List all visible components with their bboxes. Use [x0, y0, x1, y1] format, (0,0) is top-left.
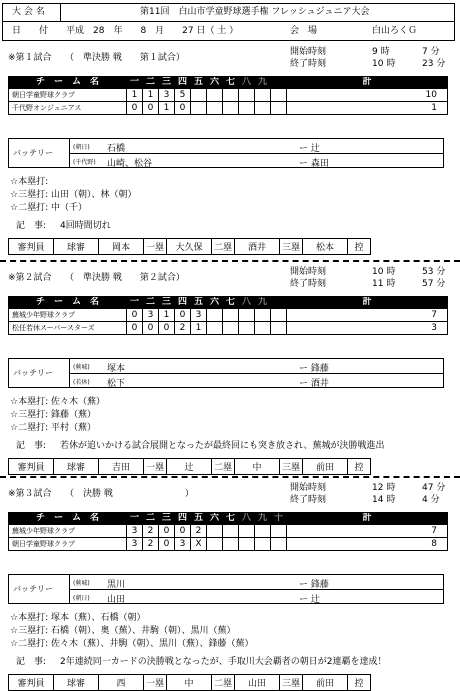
- header-cell: 八: [239, 297, 255, 309]
- hit-record: ☆三塁打: 鋒藤（蕪）: [10, 410, 96, 420]
- extra-inning-score: [271, 538, 287, 551]
- pitcher: 松下: [107, 379, 126, 389]
- umpire-cell: 辻: [167, 459, 212, 475]
- umpire-cell: 山田: [235, 675, 280, 691]
- inning-score: [255, 102, 271, 115]
- umpire-cell: 控: [348, 459, 371, 475]
- team-name: 蕪城少年野球クラブ: [9, 525, 127, 538]
- extra-inning-score: [271, 309, 287, 322]
- battery-row: [69, 576, 443, 588]
- umpire-cell: 中: [235, 459, 280, 475]
- start-minute: 7 分: [422, 47, 440, 57]
- header-cell: [271, 297, 287, 309]
- umpire-cell: 三塁: [280, 239, 303, 255]
- team-row: [9, 538, 448, 551]
- start-hour: 10 時: [372, 267, 396, 277]
- pitcher: 塚本: [107, 364, 126, 374]
- inning-score: 0: [127, 102, 143, 115]
- umpire-cell: 審判員: [9, 239, 54, 255]
- start-hour: 9 時: [372, 47, 390, 57]
- inning-score: 2: [191, 525, 207, 538]
- hit-record: ☆本塁打:: [10, 177, 49, 187]
- extra-inning-score: [271, 89, 287, 102]
- umpire-cell: 吉田: [99, 459, 144, 475]
- inning-score: 3: [159, 89, 175, 102]
- scoreboard: [8, 76, 448, 115]
- scoreboard-header: [9, 297, 448, 309]
- end-label: 終了時刻: [290, 495, 327, 505]
- pitcher: 黒川: [107, 580, 126, 590]
- scoreboard: [8, 512, 448, 551]
- inning-score: 3: [191, 309, 207, 322]
- end-hour: 14 時: [372, 495, 396, 505]
- start-hour: 12 時: [372, 483, 396, 493]
- header-cell: 七: [223, 513, 239, 525]
- pitcher: 山田: [107, 595, 126, 605]
- battery-label: バッテリー: [13, 368, 53, 378]
- catcher: ー 酒井: [299, 379, 329, 389]
- umpire-cell: 前田: [303, 459, 348, 475]
- header-cell: 九: [255, 77, 271, 89]
- header-cell: 八: [239, 513, 255, 525]
- team-row: [9, 102, 448, 115]
- header-cell: 三: [159, 77, 175, 89]
- inning-score: [255, 322, 271, 335]
- header-cell: 一: [127, 513, 143, 525]
- umpire-cell: 西: [99, 675, 144, 691]
- inning-score: [239, 322, 255, 335]
- extra-inning-score: [271, 102, 287, 115]
- umpire-cell: 球審: [54, 239, 99, 255]
- inning-score: 1: [127, 89, 143, 102]
- inning-score: [255, 89, 271, 102]
- catcher: ー 森田: [299, 159, 329, 169]
- extra-inning-score: [271, 525, 287, 538]
- umpire-cell: 控: [348, 675, 371, 691]
- header-cell: 二: [143, 77, 159, 89]
- end-label: 終了時刻: [290, 59, 327, 69]
- date-label: 日 付: [12, 26, 49, 36]
- umpire-cell: 前田: [303, 675, 348, 691]
- end-hour: 10 時: [372, 59, 396, 69]
- umpire-cell: 中: [167, 675, 212, 691]
- catcher: ー 鋒藤: [299, 580, 329, 590]
- header-cell: 六: [207, 513, 223, 525]
- inning-score: [207, 322, 223, 335]
- header-cell: 計: [287, 297, 448, 309]
- inning-score: [207, 538, 223, 551]
- battery-row: [69, 375, 443, 387]
- header-cell: チ ー ム 名: [9, 297, 127, 309]
- battery-box: [8, 138, 444, 168]
- umpire-cell: 控: [348, 239, 371, 255]
- pitcher: 石橋: [107, 144, 126, 154]
- header-cell: 計: [287, 513, 448, 525]
- inning-score: 2: [143, 538, 159, 551]
- inning-score: 0: [143, 102, 159, 115]
- catcher: ー 辻: [299, 144, 320, 154]
- inning-score: 1: [143, 89, 159, 102]
- notes-text: 2年連続同一カードの決勝戦となったが、手取川大会覇者の朝日が2連覇を達成！: [60, 657, 387, 667]
- inning-score: [207, 89, 223, 102]
- tournament-name: 第11回 白山市学童野球選手権 フレッシュジュニア大会: [140, 7, 370, 17]
- end-label: 終了時刻: [290, 279, 327, 289]
- hit-record: ☆二塁打: 中（千）: [10, 203, 87, 213]
- game-title: ※第２試合 （ 準決勝 戦 第２試合）: [8, 273, 185, 283]
- inning-score: [223, 538, 239, 551]
- inning-score: [207, 525, 223, 538]
- umpire-cell: 二塁: [212, 239, 235, 255]
- header-cell: 十: [271, 513, 287, 525]
- header-cell: 五: [191, 77, 207, 89]
- battery-row: [69, 155, 443, 167]
- battery-row: [69, 140, 443, 152]
- end-minute: 57 分: [422, 279, 446, 289]
- inning-score: 1: [159, 102, 175, 115]
- inning-score: [207, 102, 223, 115]
- total-score: 1: [287, 102, 448, 115]
- inning-score: 5: [175, 89, 191, 102]
- umpire-cell: 球審: [54, 675, 99, 691]
- inning-score: [239, 309, 255, 322]
- hit-record: ☆本塁打: 塚本（蕪）、石橋（朝）: [10, 613, 146, 623]
- header-cell: 五: [191, 297, 207, 309]
- header-cell: 三: [159, 297, 175, 309]
- total-score: 3: [287, 322, 448, 335]
- umpire-table: [8, 458, 371, 475]
- inning-score: 3: [127, 525, 143, 538]
- total-score: 10: [287, 89, 448, 102]
- header-cell: 二: [143, 297, 159, 309]
- umpire-cell: 球審: [54, 459, 99, 475]
- inning-score: X: [191, 538, 207, 551]
- battery-box: [8, 358, 444, 388]
- game-title: ※第１試合 （ 準決勝 戦 第１試合）: [8, 53, 185, 63]
- inning-score: [239, 102, 255, 115]
- umpire-cell: 松本: [303, 239, 348, 255]
- inning-score: 0: [127, 309, 143, 322]
- header-cell: 四: [175, 77, 191, 89]
- start-label: 開始時刻: [290, 267, 327, 277]
- umpire-cell: 審判員: [9, 459, 54, 475]
- game-title: ※第３試合 （ 決勝 戦 ）: [8, 489, 194, 499]
- inning-score: [239, 525, 255, 538]
- battery-label: バッテリー: [13, 584, 53, 594]
- umpire-cell: 三塁: [280, 675, 303, 691]
- inning-score: [255, 525, 271, 538]
- inning-score: 0: [175, 525, 191, 538]
- section-divider: [0, 476, 460, 478]
- inning-score: 0: [143, 322, 159, 335]
- section-divider: [0, 260, 460, 262]
- inning-score: 1: [159, 309, 175, 322]
- battery-team: (蕪城): [73, 364, 90, 371]
- end-hour: 11 時: [372, 279, 396, 289]
- umpire-table: [8, 674, 371, 691]
- start-label: 開始時刻: [290, 47, 327, 57]
- battery-team: (千代野): [73, 159, 96, 166]
- inning-score: [223, 89, 239, 102]
- inning-score: 0: [159, 538, 175, 551]
- umpire-cell: 一塁: [144, 459, 167, 475]
- total-score: 7: [287, 309, 448, 322]
- header-cell: [271, 77, 287, 89]
- inning-score: 0: [159, 525, 175, 538]
- team-name: 朝日学童野球クラブ: [9, 89, 127, 102]
- header-cell: 二: [143, 513, 159, 525]
- notes-label: 記 事:: [16, 221, 47, 231]
- inning-score: 0: [127, 322, 143, 335]
- notes-label: 記 事:: [16, 441, 47, 451]
- team-name: 朝日学童野球クラブ: [9, 538, 127, 551]
- team-name: 松任若休スーパースターズ: [9, 322, 127, 335]
- inning-score: 2: [143, 525, 159, 538]
- battery-label: バッテリー: [13, 148, 53, 158]
- header-cell: 四: [175, 513, 191, 525]
- umpire-cell: 一塁: [144, 239, 167, 255]
- inning-score: [239, 89, 255, 102]
- total-score: 7: [287, 525, 448, 538]
- hit-record: ☆本塁打: 佐々木（蕪）: [10, 397, 105, 407]
- battery-team: (朝日): [73, 144, 90, 151]
- scoreboard-header: [9, 77, 448, 89]
- team-row: [9, 89, 448, 102]
- venue-label: 会 場: [290, 26, 318, 36]
- umpire-cell: 二塁: [212, 675, 235, 691]
- inning-score: 3: [127, 538, 143, 551]
- umpire-cell: 大久保: [167, 239, 212, 255]
- total-score: 8: [287, 538, 448, 551]
- inning-score: 0: [175, 309, 191, 322]
- battery-team: (蕪城): [73, 580, 90, 587]
- inning-score: 0: [159, 322, 175, 335]
- header-cell: 六: [207, 77, 223, 89]
- team-name: 蕪城少年野球クラブ: [9, 309, 127, 322]
- inning-score: 3: [175, 538, 191, 551]
- umpire-cell: 三塁: [280, 459, 303, 475]
- notes-label: 記 事:: [16, 657, 47, 667]
- hit-record: ☆二塁打: 佐々木（蕪）、井駒（朝）、黒川（蕪）、鋒藤（蕪）: [10, 639, 254, 649]
- header-cell: 四: [175, 297, 191, 309]
- end-minute: 4 分: [422, 495, 440, 505]
- umpire-cell: 二塁: [212, 459, 235, 475]
- tournament-label: 大 会 名: [12, 7, 45, 17]
- inning-score: [191, 102, 207, 115]
- header-cell: チ ー ム 名: [9, 513, 127, 525]
- extra-inning-score: [271, 322, 287, 335]
- team-name: 千代野オンジュニアス: [9, 102, 127, 115]
- inning-score: [255, 309, 271, 322]
- inning-score: 2: [175, 322, 191, 335]
- team-row: [9, 525, 448, 538]
- inning-score: [223, 309, 239, 322]
- inning-score: 0: [175, 102, 191, 115]
- inning-score: [223, 102, 239, 115]
- header-cell: 五: [191, 513, 207, 525]
- scoreboard: [8, 296, 448, 335]
- date-value: 平成 28 年 8 月 27 日（ 土 ）: [66, 26, 239, 36]
- end-minute: 23 分: [422, 59, 446, 69]
- header-cell: 七: [223, 297, 239, 309]
- team-row: [9, 322, 448, 335]
- inning-score: [223, 525, 239, 538]
- notes-text: 若休が追いかける試合展開となったが最終回にも突き放され、蕪城が決勝戦進出: [60, 441, 385, 451]
- inning-score: [255, 538, 271, 551]
- start-minute: 53 分: [422, 267, 446, 277]
- header-cell: 三: [159, 513, 175, 525]
- pitcher: 山崎、松谷: [107, 159, 153, 169]
- header-cell: 九: [255, 513, 271, 525]
- umpire-cell: 酒井: [235, 239, 280, 255]
- start-minute: 47 分: [422, 483, 446, 493]
- umpire-table: [8, 238, 371, 255]
- hit-record: ☆三塁打: 山田（朝）、林（朝）: [10, 190, 137, 200]
- header-cell: 計: [287, 77, 448, 89]
- header-cell: 七: [223, 77, 239, 89]
- inning-score: 1: [191, 322, 207, 335]
- header-cell: 一: [127, 77, 143, 89]
- notes-text: 4回時間切れ: [60, 221, 111, 231]
- scoreboard-header: [9, 513, 448, 525]
- catcher: ー 辻: [299, 595, 320, 605]
- start-label: 開始時刻: [290, 483, 327, 493]
- battery-team: (朝日): [73, 595, 90, 602]
- umpire-cell: 岡本: [99, 239, 144, 255]
- umpire-cell: 審判員: [9, 675, 54, 691]
- inning-score: [239, 538, 255, 551]
- battery-team: (若休): [73, 379, 90, 386]
- venue-value: 白山ろくＧ: [372, 26, 418, 36]
- header-cell: 八: [239, 77, 255, 89]
- team-row: [9, 309, 448, 322]
- battery-row: [69, 591, 443, 603]
- inning-score: [207, 309, 223, 322]
- header-cell: 九: [255, 297, 271, 309]
- umpire-cell: 一塁: [144, 675, 167, 691]
- inning-score: 3: [143, 309, 159, 322]
- hit-record: ☆三塁打: 石橋（朝）、奥（蕪）、井駒（朝）、黒川（蕪）: [10, 626, 236, 636]
- battery-box: [8, 574, 444, 604]
- header-cell: 六: [207, 297, 223, 309]
- battery-row: [69, 360, 443, 372]
- inning-score: [223, 322, 239, 335]
- catcher: ー 鋒藤: [299, 364, 329, 374]
- header-cell: チ ー ム 名: [9, 77, 127, 89]
- header-cell: 一: [127, 297, 143, 309]
- inning-score: [191, 89, 207, 102]
- hit-record: ☆二塁打: 平村（蕪）: [10, 423, 96, 433]
